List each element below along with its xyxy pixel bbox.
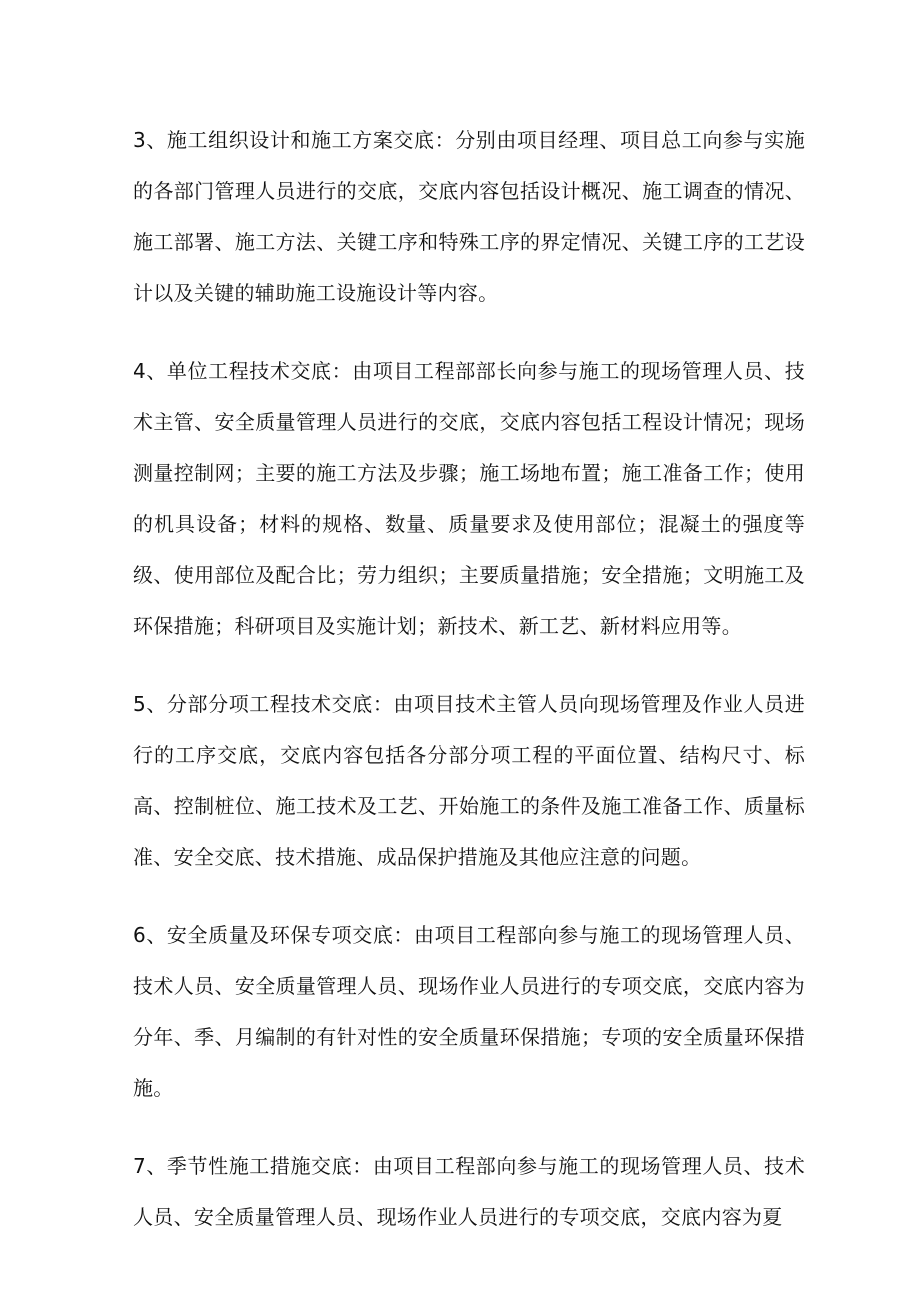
- paragraph-item-4: 4、单位工程技术交底：由项目工程部部长向参与施工的现场管理人员、技术主管、安全质量管理人员进行的交底，交底内容包括工程设计情况；现场测量控制网；主要的施工方法及步骤；施工场地布置；施工准备工作；使用的机具设备；材料的规格、数量、质量要求及使用部位；混凝土的强度等级、使用部位及配合比；劳力组织；主要质量措施；安全措施；文明施工及环保措施；科研项目及实施计划；新技术、新工艺、新材料应用等。: [133, 359, 805, 638]
- paragraph-item-6: 6、安全质量及环保专项交底：由项目工程部向参与施工的现场管理人员、技术人员、安全质量管理人员、现场作业人员进行的专项交底，交底内容为分年、季、月编制的有针对性的安全质量环保措施；专项的安全质量环保措施。: [133, 923, 805, 1100]
- paragraph-item-5: 5、分部分项工程技术交底：由项目技术主管人员向现场管理及作业人员进行的工序交底，交底内容包括各分部分项工程的平面位置、结构尺寸、标高、控制桩位、施工技术及工艺、开始施工的条件及施工准备工作、质量标准、安全交底、技术措施、成品保护措施及其他应注意的问题。: [133, 692, 805, 869]
- paragraph-item-7: 7、季节性施工措施交底：由项目工程部向参与施工的现场管理人员、技术人员、安全质量管理人员、现场作业人员进行的专项交底，交底内容为夏: [133, 1154, 805, 1229]
- document-body: [133, 115, 805, 1270]
- paragraph-item-3: 3、施工组织设计和施工方案交底：分别由项目经理、项目总工向参与实施的各部门管理人员进行的交底，交底内容包括设计概况、施工调查的情况、施工部署、施工方法、关键工序和特殊工序的界定情况、关键工序的工艺设计以及关键的辅助施工设施设计等内容。: [133, 128, 805, 305]
